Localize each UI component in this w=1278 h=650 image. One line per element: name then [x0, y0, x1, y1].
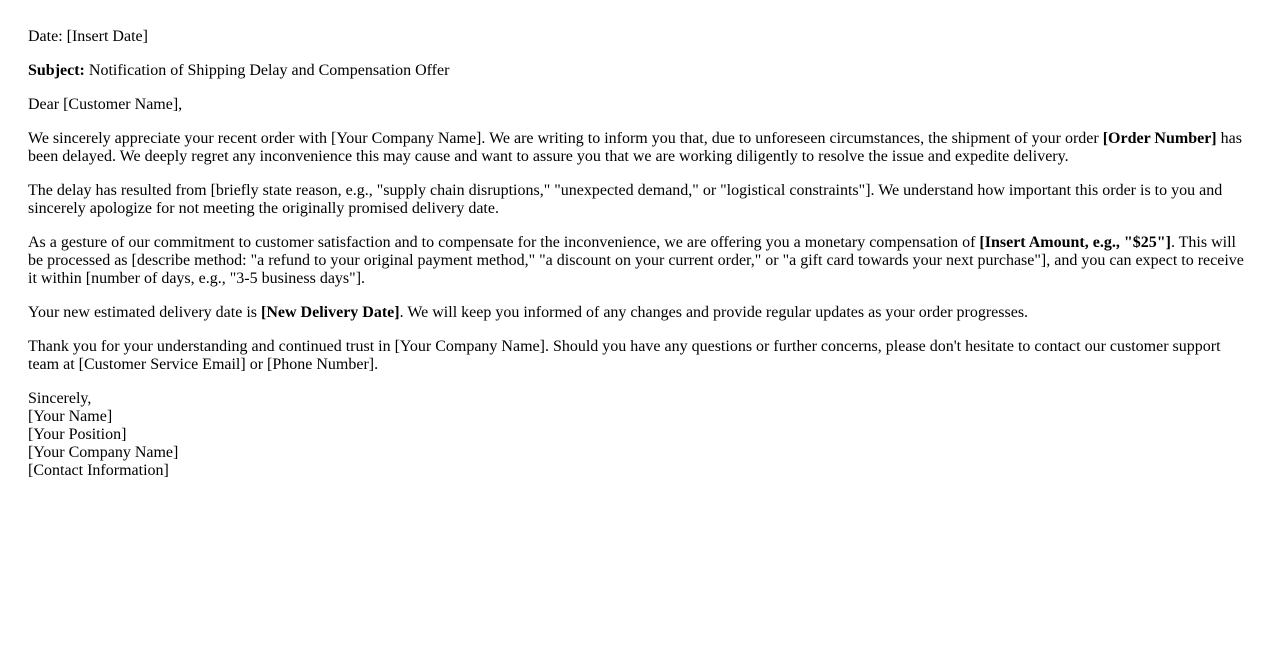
paragraph-text: We sincerely appreciate your recent order with [Your Company Name]. We are writing to inform you that, due to unforeseen circumstances, the shipment of your order — [28, 130, 1103, 147]
compensation-amount-placeholder: [Insert Amount, e.g., "$25"] — [979, 234, 1171, 251]
subject-label: Subject: — [28, 62, 85, 79]
date-line: Date: [Insert Date] — [28, 28, 148, 45]
signature-company: [Your Company Name] — [28, 444, 179, 461]
paragraph-text: . We will keep you informed of any changes and provide regular updates as your order progresses. — [399, 304, 1029, 321]
subject-line — [28, 62, 1250, 80]
paragraph-text: . This will be processed as [describe method: "a refund to your original payment method," "a discount on your current order," or "a gift card towards your next purchase"], and you can expect to receive it within [number of days, e.g., "3-5 business days"]. — [28, 234, 1244, 287]
signature-position: [Your Position] — [28, 426, 127, 443]
signature-block — [28, 390, 1250, 480]
new-delivery-date-placeholder: [New Delivery Date] — [261, 304, 400, 321]
paragraph-compensation — [28, 234, 1250, 288]
signature-name: [Your Name] — [28, 408, 113, 425]
paragraph-text: As a gesture of our commitment to customer satisfaction and to compensate for the inconvenience, we are offering you a monetary compensation of — [28, 234, 980, 251]
paragraph-thank-you: Thank you for your understanding and continued trust in [Your Company Name]. Should you have any questions or further concerns, please don't hesitate to contact our customer support team at [Customer Service Email] or [Phone Number]. — [28, 338, 1221, 373]
paragraph-order-delay — [28, 130, 1250, 166]
salutation: Dear [Customer Name], — [28, 96, 183, 113]
paragraph-new-delivery-date — [28, 304, 1250, 322]
signature-closing: Sincerely, — [28, 390, 92, 407]
letter-document — [28, 28, 1250, 496]
paragraph-text: Your new estimated delivery date is — [28, 304, 261, 321]
paragraph-delay-reason: The delay has resulted from [briefly state reason, e.g., "supply chain disruptions," "unexpected demand," or "logistical constraints"]. We understand how important this order is to you and sincerely apologize for not meeting the originally promised delivery date. — [28, 182, 1223, 217]
subject-text: Notification of Shipping Delay and Compensation Offer — [84, 62, 450, 79]
signature-contact: [Contact Information] — [28, 462, 169, 479]
order-number-placeholder: [Order Number] — [1102, 130, 1217, 147]
paragraph-text: has been delayed. We deeply regret any inconvenience this may cause and want to assure you that we are working diligently to resolve the issue and expedite delivery. — [28, 130, 1242, 165]
